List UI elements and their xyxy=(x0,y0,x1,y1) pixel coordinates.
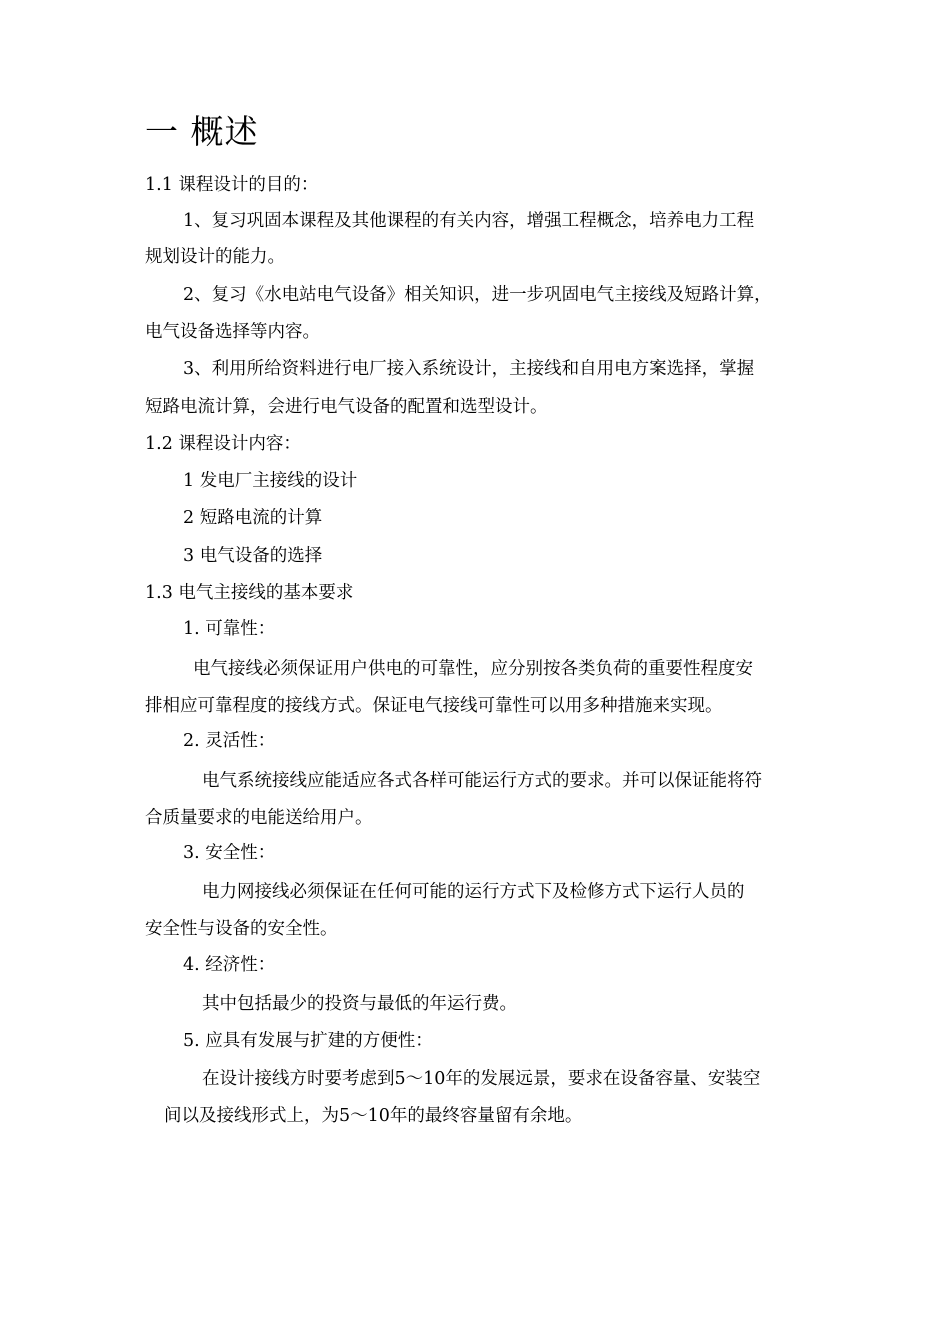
page-title: 一 概述 xyxy=(145,112,259,151)
paragraph-line: 安全性与设备的安全性。 xyxy=(145,919,338,939)
subheading: 4. 经济性： xyxy=(183,955,276,975)
paragraph-line: 其中包括最少的投资与最低的年运行费。 xyxy=(202,994,517,1014)
paragraph-line: 短路电流计算，会进行电气设备的配置和选型设计。 xyxy=(145,397,548,417)
list-item: 2 短路电流的计算 xyxy=(183,508,323,528)
paragraph-line: 电气接线必须保证用户供电的可靠性，应分别按各类负荷的重要性程度安 xyxy=(193,659,753,679)
paragraph-line: 间以及接线形式上，为5～10年的最终容量留有余地。 xyxy=(164,1106,583,1126)
section-heading-1-3: 1.3 电气主接线的基本要求 xyxy=(145,583,354,603)
list-item: 1 发电厂主接线的设计 xyxy=(183,471,358,491)
subheading: 2. 灵活性： xyxy=(183,731,276,751)
paragraph-line: 合质量要求的电能送给用户。 xyxy=(145,808,373,828)
paragraph-line: 3、利用所给资料进行电厂接入系统设计，主接线和自用电方案选择，掌握 xyxy=(183,359,755,379)
subheading: 3. 安全性： xyxy=(183,843,276,863)
paragraph-line: 电气系统接线应能适应各式各样可能运行方式的要求。并可以保证能将符 xyxy=(202,771,762,791)
paragraph-line: 排相应可靠程度的接线方式。保证电气接线可靠性可以用多种措施来实现。 xyxy=(145,696,723,716)
paragraph-line: 电力网接线必须保证在任何可能的运行方式下及检修方式下运行人员的 xyxy=(202,882,745,902)
paragraph-line: 电气设备选择等内容。 xyxy=(145,322,320,342)
paragraph-line: 2、复习《水电站电气设备》相关知识，进一步巩固电气主接线及短路计算， xyxy=(183,285,772,305)
paragraph-line: 规划设计的能力。 xyxy=(145,247,285,267)
subheading: 5. 应具有发展与扩建的方便性： xyxy=(183,1031,433,1051)
section-heading-1-2: 1.2 课程设计内容： xyxy=(145,434,301,454)
paragraph-line: 在设计接线方时要考虑到5～10年的发展远景，要求在设备容量、安装空 xyxy=(202,1069,761,1089)
subheading: 1. 可靠性： xyxy=(183,619,276,639)
list-item: 3 电气设备的选择 xyxy=(183,546,323,566)
paragraph-line: 1、复习巩固本课程及其他课程的有关内容，增强工程概念，培养电力工程 xyxy=(183,211,755,231)
section-heading-1-1: 1.1 课程设计的目的： xyxy=(145,175,319,195)
